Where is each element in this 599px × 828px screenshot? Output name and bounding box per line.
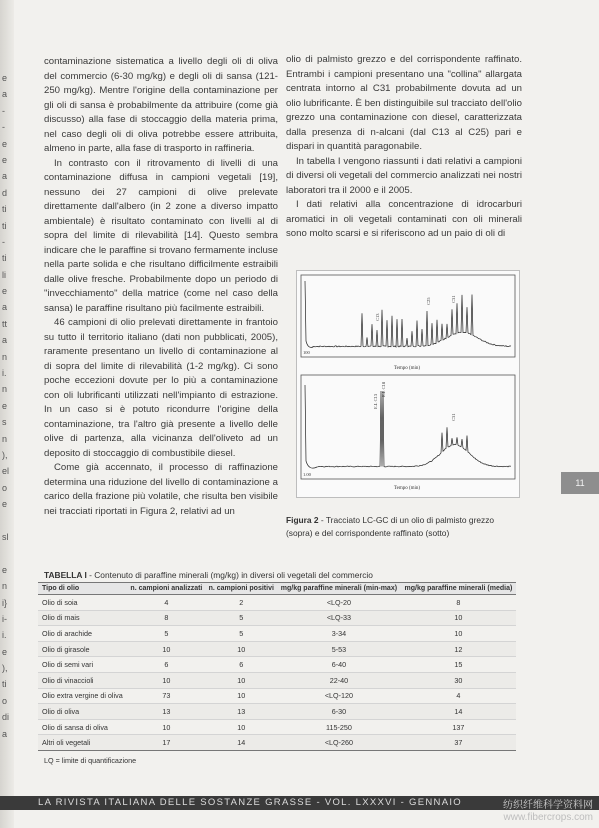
table-row <box>38 610 516 626</box>
table-cell: 8 <box>127 610 205 626</box>
margin-fragment: e <box>2 499 8 510</box>
table-cell: <LQ-260 <box>277 735 401 751</box>
table-title-text: - Contenuto di paraffine minerali (mg/kg) in diversi oli vegetali del commercio <box>86 570 373 580</box>
table-cell: 6 <box>206 657 277 673</box>
table-cell: 6 <box>127 657 205 673</box>
margin-fragment: n <box>2 384 8 395</box>
table-row <box>38 719 516 735</box>
table-header-cell: n. campioni positivi <box>206 583 277 595</box>
table-cell: Olio di sansa di oliva <box>38 719 127 735</box>
bottom-peak-label-ei-c18: E.I. C18 <box>381 381 386 397</box>
table-footnote: LQ = limite di quantificazione <box>44 756 137 765</box>
table-cell: 14 <box>206 735 277 751</box>
table-cell: 13 <box>127 704 205 720</box>
table-cell: Olio di semi vari <box>38 657 127 673</box>
journal-footer-text: LA RIVISTA ITALIANA DELLE SOSTANZE GRASSE - VOL. LXXXVI - GENNAIO <box>38 797 462 808</box>
figure-caption-text: - Tracciato LC-GC di un olio di palmisto grezzo (sopra) e del corrispondente raffinato (sotto) <box>286 515 495 538</box>
left-text-column <box>44 55 278 519</box>
table-cell: 10 <box>206 672 277 688</box>
margin-fragment: e <box>2 73 8 83</box>
table-cell: 6-40 <box>277 657 401 673</box>
table-cell: 5 <box>206 610 277 626</box>
table-header-cell: n. campioni analizzati <box>127 583 205 595</box>
table-cell: Altri oli vegetali <box>38 735 127 751</box>
margin-fragment: ti <box>2 204 7 215</box>
table-cell: <LQ-20 <box>277 595 401 611</box>
table-cell: 13 <box>206 704 277 720</box>
top-chromatogram-trace <box>305 281 511 347</box>
margin-fragment <box>2 545 16 561</box>
table-cell: 73 <box>127 688 205 704</box>
margin-fragment: ), <box>2 449 8 460</box>
table-row <box>38 704 516 720</box>
paragraph: Come già accennato, il processo di raffinazione determina una riduzione del livello di contaminazione a carico della frazione più volatile, che risulta ben visibile nei tracciati riportati in Figura 2, relativi ad un <box>44 462 278 517</box>
table-cell: 3-34 <box>277 626 401 642</box>
bottom-axis-start: 1.00 <box>303 472 311 477</box>
site-watermark <box>503 800 593 824</box>
margin-fragment: a <box>2 171 8 182</box>
table-cell: 10 <box>206 688 277 704</box>
table-row <box>38 735 516 751</box>
margin-fragment: li <box>2 269 6 280</box>
margin-fragment: i. <box>2 630 7 641</box>
paragraph: In contrasto con il ritrovamento di livelli di una contaminazione diffusa in campioni vegetali [19], nessuno dei 27 campioni di olive prelevate direttamente dall'albero (in 2 zone a diverso impatto ambientale) è risultato contaminato con livelli al di sopra del limite di rilevabilità [14]. Questo sembra indicare che le paraffine si trovano fermamente incluse nella parte solida e che risultano difficilmente estraibili dalle olive fresche. Probabilmente dopo un periodo di "invecchiamento" della matrice (come nel caso della sansa) le paraffine risultano più facilmente estraibili. <box>44 157 278 314</box>
watermark-url: www.fibercrops.com <box>503 812 593 823</box>
margin-fragment: a <box>2 302 8 313</box>
margin-fragment: di <box>2 712 10 723</box>
table-row <box>38 688 516 704</box>
margin-fragment: ti <box>2 253 7 264</box>
margin-fragment: ti <box>2 679 7 690</box>
table-cell: <LQ-33 <box>277 610 401 626</box>
mineral-paraffin-table <box>38 582 516 751</box>
table-cell: Olio di mais <box>38 610 127 626</box>
top-peak-label-c13: C13 <box>375 313 380 321</box>
margin-fragment: n <box>2 433 8 444</box>
table-cell: 115-250 <box>277 719 401 735</box>
right-text-column <box>286 53 522 242</box>
margin-fragment: i. <box>2 368 7 379</box>
table-header-cell: mg/kg paraffine minerali (media) <box>401 583 516 595</box>
margin-fragment: a <box>2 728 8 739</box>
margin-fragment: e <box>2 286 8 297</box>
bottom-peak-label-c31: C31 <box>451 413 456 421</box>
margin-fragment: e <box>2 646 8 657</box>
previous-page-margin-fragments <box>2 70 16 742</box>
table-header-cell: mg/kg paraffine minerali (min-max) <box>277 583 401 595</box>
table-row <box>38 595 516 611</box>
margin-fragment: e <box>2 564 8 575</box>
table-cell: 5 <box>127 626 205 642</box>
table-cell: 15 <box>401 657 516 673</box>
margin-fragment: i} <box>2 597 8 608</box>
table-cell: 10 <box>127 672 205 688</box>
table-cell: 10 <box>127 719 205 735</box>
top-axis-start: 100 <box>303 350 310 355</box>
table-cell: 137 <box>401 719 516 735</box>
table-row <box>38 672 516 688</box>
bottom-axis-label: Tempo (min) <box>393 486 421 491</box>
page-number-tab: 11 <box>561 472 599 494</box>
table-row <box>38 641 516 657</box>
margin-fragment: n <box>2 581 8 592</box>
table-cell: 30 <box>401 672 516 688</box>
top-peak-label-c25: C25 <box>426 297 431 305</box>
margin-fragment: i- <box>2 613 7 624</box>
margin-fragment: a <box>2 335 8 346</box>
table-cell: 37 <box>401 735 516 751</box>
table-cell: 12 <box>401 641 516 657</box>
top-axis-label: Tempo (min) <box>393 366 421 371</box>
margin-fragment: el <box>2 466 10 477</box>
paragraph: I dati relativi alla concentrazione di idrocarburi aromatici in oli vegetali contaminati con oli minerali sono molto scarsi e si riferiscono ad un paio di oli di <box>286 199 522 239</box>
margin-fragment: e <box>2 138 8 149</box>
table-cell: 5-53 <box>277 641 401 657</box>
bottom-peak-label-ei-c13: E.I. C13 <box>373 393 378 409</box>
margin-fragment <box>2 513 16 529</box>
paragraph: contaminazione sistematica a livello degli oli di oliva del commercio (6-30 mg/kg) e degli oli di sansa (121-250 mg/kg). Mentre l'origine della contaminazione per gli oli di sansa è probabilmente da attribuire (come già discusso) alla fase di stoccaggio della materia prima, nel caso degli oli di oliva potrebbe essere attribuita, almeno in parte, alla fase di trasporto in raffineria. <box>44 56 278 154</box>
figure-caption-label: Figura 2 <box>286 515 319 525</box>
figure-caption <box>286 514 522 539</box>
table-cell: 5 <box>206 626 277 642</box>
table-title <box>44 570 544 580</box>
table-header-cell: Tipo di olio <box>38 583 127 595</box>
table-cell: <LQ-120 <box>277 688 401 704</box>
table-cell: 10 <box>127 641 205 657</box>
table-cell: 2 <box>206 595 277 611</box>
table-cell: Olio di soia <box>38 595 127 611</box>
table-cell: 14 <box>401 704 516 720</box>
table-cell: 10 <box>206 719 277 735</box>
table-header-row <box>38 583 516 595</box>
table-cell: 4 <box>401 688 516 704</box>
table-cell: 10 <box>401 610 516 626</box>
margin-fragment: - <box>2 122 5 133</box>
margin-fragment: a <box>2 89 8 100</box>
margin-fragment: - <box>2 105 5 116</box>
margin-fragment: ), <box>2 663 8 674</box>
table-row <box>38 657 516 673</box>
watermark-chinese-text: 纺织纤维科学资料网 <box>503 800 593 811</box>
margin-fragment: tt <box>2 318 8 329</box>
table-cell: Olio di girasole <box>38 641 127 657</box>
table-cell: Olio extra vergine di oliva <box>38 688 127 704</box>
table-cell: 8 <box>401 595 516 611</box>
paragraph: 46 campioni di olio prelevati direttamente in frantoio su tutto il territorio italiano (dati non pubblicati, 2005), raramente presentano un livello di contaminazione al di sopra del limite di rilevabilità (1-2 mg/kg). Ci sono poche eccezioni dovute per lo più a contaminazione con oli lubrificanti utilizzati nell'impianto di estrazione. In un caso si è potuto ricondurre l'origine della contaminazione, tra l'altro già presente a livello delle olive di partenza, alla vicinanza dell'oliveto ad un deposito di stoccaggio di combustibile diesel. <box>44 317 278 459</box>
table-label: TABELLA I <box>44 570 87 580</box>
margin-fragment: sl <box>2 531 9 542</box>
chromatogram-figure <box>296 270 520 498</box>
margin-fragment: o <box>2 482 8 493</box>
bottom-chromatogram-trace <box>305 385 511 468</box>
margin-fragment: - <box>2 236 5 247</box>
table-cell: 6-30 <box>277 704 401 720</box>
margin-fragment: e <box>2 400 8 411</box>
margin-fragment: ti <box>2 220 7 231</box>
paragraph: In tabella I vengono riassunti i dati relativi a campioni di diversi oli vegetali del commercio analizzati nei nostri laboratori tra il 2000 e il 2005. <box>286 155 522 196</box>
table-cell: 4 <box>127 595 205 611</box>
top-peak-label-c31: C31 <box>451 295 456 303</box>
margin-fragment: e <box>2 154 8 165</box>
table-cell: Olio di arachide <box>38 626 127 642</box>
table-body <box>38 595 516 751</box>
table-cell: Olio di oliva <box>38 704 127 720</box>
paragraph: olio di palmisto grezzo e del corrispondente raffinato. Entrambi i campioni presentano una "collina" allargata centrata intorno al C31 probabilmente dovuta ad un olio lubrificante. È ben distinguibile sul tracciato dell'olio grezzo una contaminazione con diesel, caratterizzata dalla presenza di n-alcani (dal C13 al C25) pari e dispari in quantità paragonabile. <box>286 54 522 152</box>
table-cell: 10 <box>401 626 516 642</box>
margin-fragment: s <box>2 417 7 428</box>
table-row <box>38 626 516 642</box>
table-cell: Olio di vinaccioli <box>38 672 127 688</box>
margin-fragment: n <box>2 351 8 362</box>
table-cell: 10 <box>206 641 277 657</box>
table-cell: 17 <box>127 735 205 751</box>
margin-fragment: o <box>2 695 8 706</box>
margin-fragment: d <box>2 187 8 198</box>
table-cell: 22-40 <box>277 672 401 688</box>
